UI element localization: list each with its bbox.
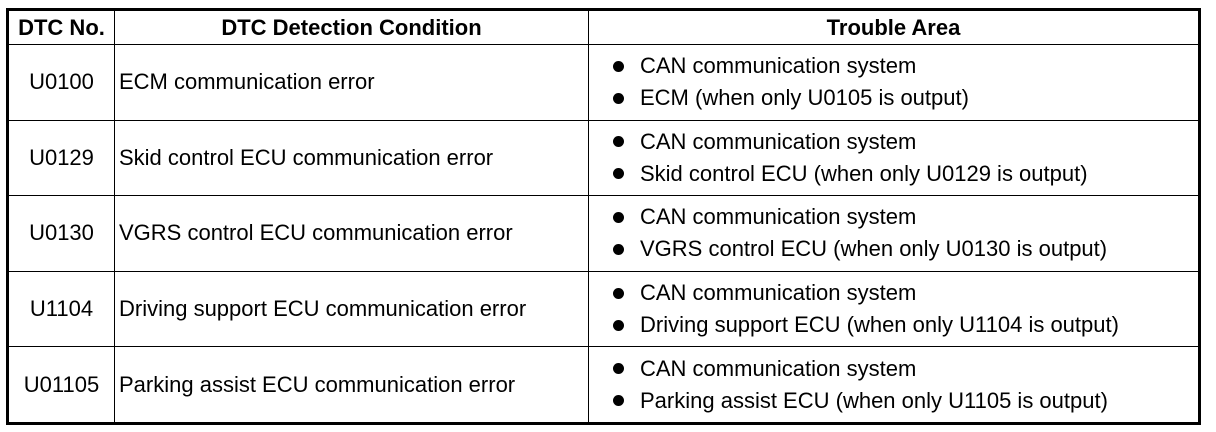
detection-condition: ECM communication error [115,45,589,121]
trouble-area-text: CAN communication system [640,280,917,306]
dtc-code: U01105 [8,347,115,424]
trouble-area [589,271,1200,347]
table-row [8,196,1200,272]
table-row [8,347,1200,424]
table-row [8,120,1200,196]
trouble-area [589,45,1200,121]
trouble-area-text: CAN communication system [640,204,917,230]
trouble-area [589,347,1200,424]
detection-condition: VGRS control ECU communication error [115,196,589,272]
bullet-icon [613,288,624,299]
header-detection-condition: DTC Detection Condition [115,10,589,45]
header-row [8,10,1200,45]
trouble-area-item [613,353,1198,385]
trouble-area-text: Driving support ECU (when only U1104 is output) [640,312,1119,338]
detection-condition: Driving support ECU communication error [115,271,589,347]
bullet-icon [613,363,624,374]
trouble-area [589,196,1200,272]
bullet-icon [613,93,624,104]
trouble-area-text: Parking assist ECU (when only U1105 is output) [640,387,1108,413]
bullet-icon [613,61,624,72]
trouble-area-item [613,82,1198,114]
dtc-table [6,8,1201,425]
trouble-area-item [613,50,1198,82]
trouble-area [589,120,1200,196]
trouble-area-item [613,126,1198,158]
dtc-code: U1104 [8,271,115,347]
table-row [8,45,1200,121]
trouble-area-text: ECM (when only U0105 is output) [640,85,969,111]
bullet-icon [613,212,624,223]
trouble-area-text: CAN communication system [640,128,917,154]
bullet-icon [613,320,624,331]
trouble-area-item [613,201,1198,233]
dtc-code: U0129 [8,120,115,196]
trouble-area-item [613,158,1198,190]
trouble-area-item [613,309,1198,341]
trouble-area-text: Skid control ECU (when only U0129 is output) [640,160,1088,186]
bullet-icon [613,168,624,179]
detection-condition: Parking assist ECU communication error [115,347,589,424]
bullet-icon [613,244,624,255]
trouble-area-text: CAN communication system [640,53,917,79]
bullet-icon [613,136,624,147]
table-row [8,271,1200,347]
header-trouble-area: Trouble Area [589,10,1200,45]
trouble-area-text: VGRS control ECU (when only U0130 is output) [640,236,1108,262]
trouble-area-item [613,277,1198,309]
bullet-icon [613,395,624,406]
detection-condition: Skid control ECU communication error [115,120,589,196]
trouble-area-item [613,233,1198,265]
dtc-code: U0100 [8,45,115,121]
header-dtc-no: DTC No. [8,10,115,45]
dtc-code: U0130 [8,196,115,272]
trouble-area-item [613,385,1198,417]
trouble-area-text: CAN communication system [640,355,917,381]
